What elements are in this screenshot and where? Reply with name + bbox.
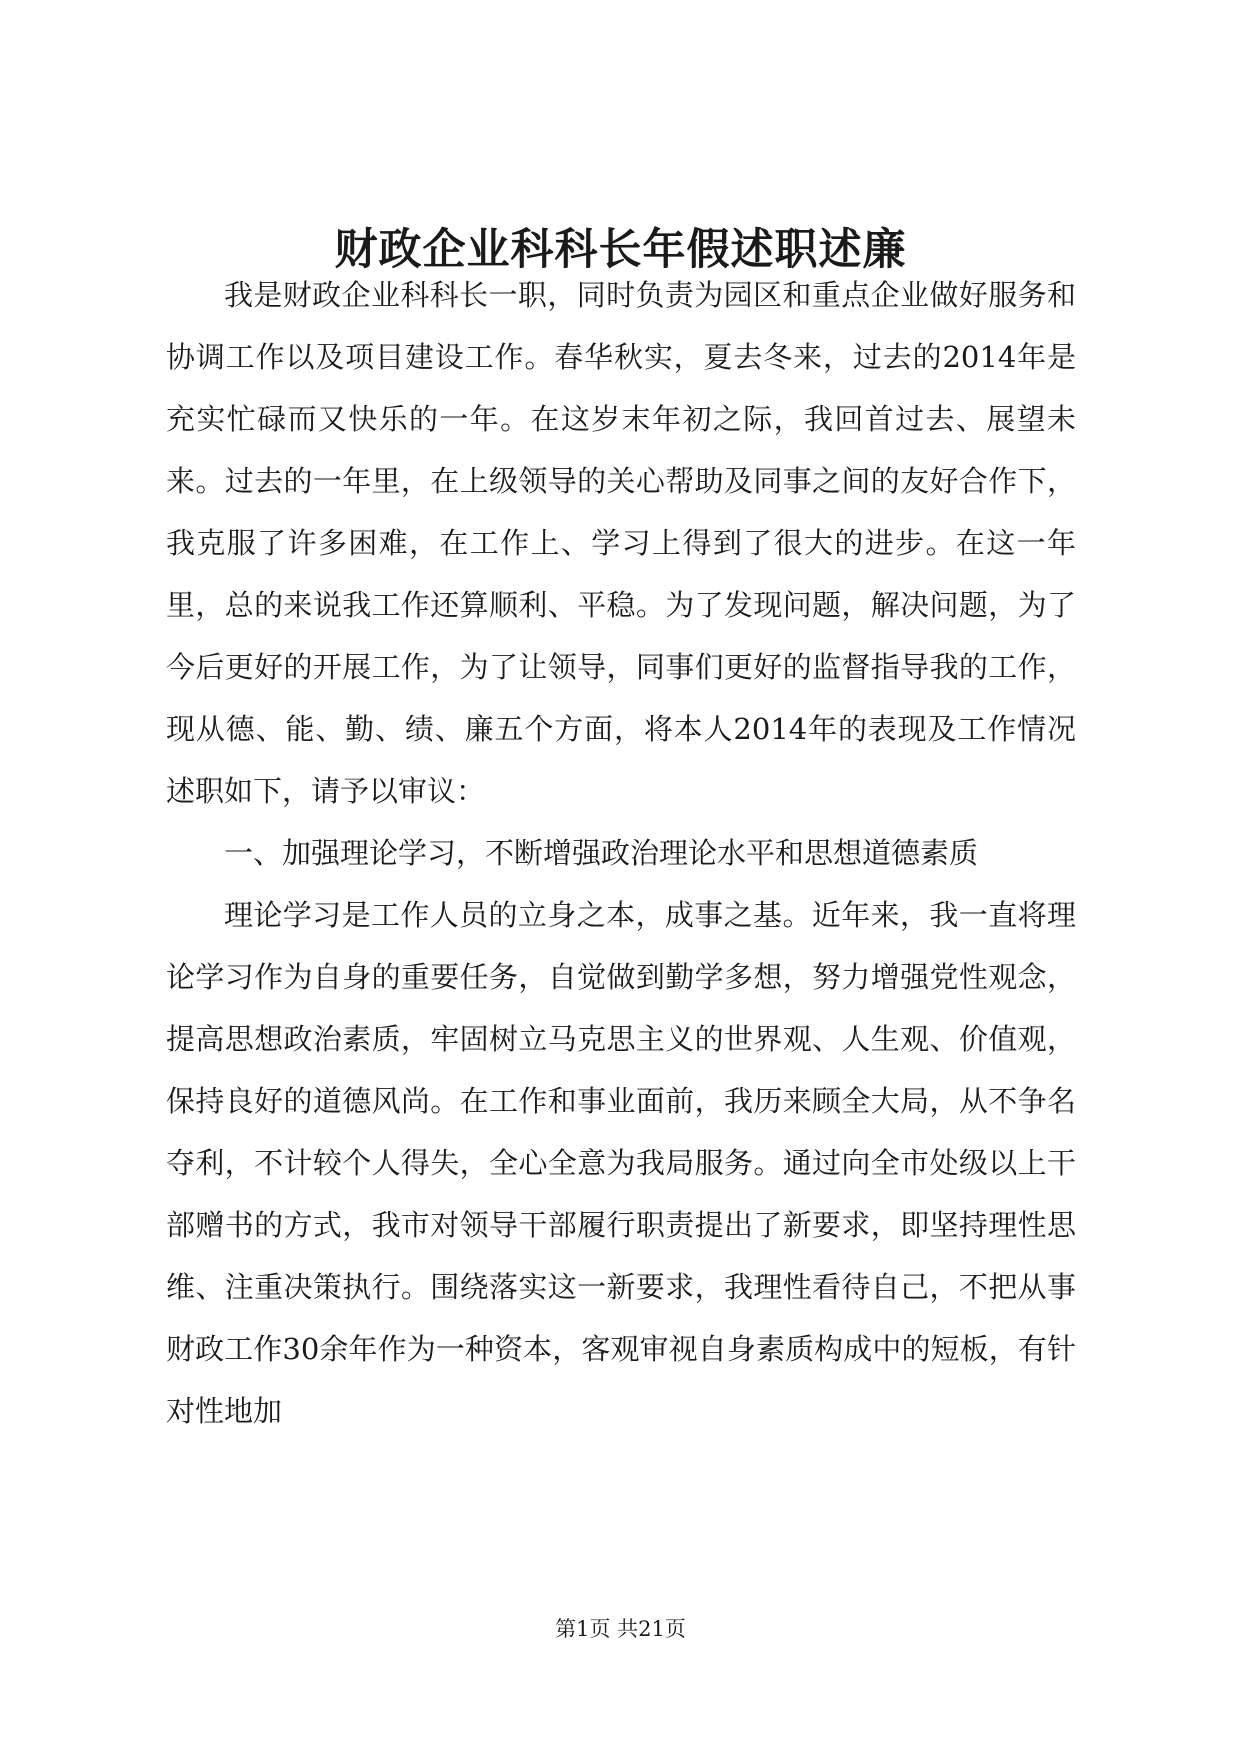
intro-paragraph: 我是财政企业科科长一职，同时负责为园区和重点企业做好服务和协调工作以及项目建设工作。春华秋实，夏去冬来，过去的2014年是充实忙碌而又快乐的一年。在这岁末年初之际，我回首过去、展望未来。过去的一年里，在上级领导的关心帮助及同事之间的友好合作下，我克服了许多困难，在工作上、学习上得到了很大的进步。在这一年里，总的来说我工作还算顺利、平稳。为了发现问题，解决问题，为了今后更好的开展工作，为了让领导，同事们更好的监督指导我的工作，现从德、能、勤、绩、廉五个方面，将本人2014年的表现及工作情况述职如下，请予以审议： (166, 278, 1076, 808)
document-title: 财政企业科科长年假述职述廉 (334, 225, 907, 275)
section-paragraph: 理论学习是工作人员的立身之本，成事之基。近年来，我一直将理论学习作为自身的重要任务，自觉做到勤学多想，努力增强党性观念，提高思想政治素质，牢固树立马克思主义的世界观、人生观、价值观，保持良好的道德风尚。在工作和事业面前，我历来顾全大局，从不争名夺利，不计较个人得失，全心全意为我局服务。通过向全市处级以上干部赠书的方式，我市对领导干部履行职责提出了新要求，即坚持理性思维、注重决策执行。围绕落实这一新要求，我理性看待自己，不把从事财政工作30余年作为一种资本，客观审视自身素质构成中的短板，有针对性地加 (166, 898, 1076, 1428)
page-number-footer: 第1页 共21页 (555, 1617, 686, 1641)
section-heading: 一、加强理论学习，不断增强政治理论水平和思想道德素质 (224, 836, 979, 870)
document-body (166, 264, 1076, 1442)
